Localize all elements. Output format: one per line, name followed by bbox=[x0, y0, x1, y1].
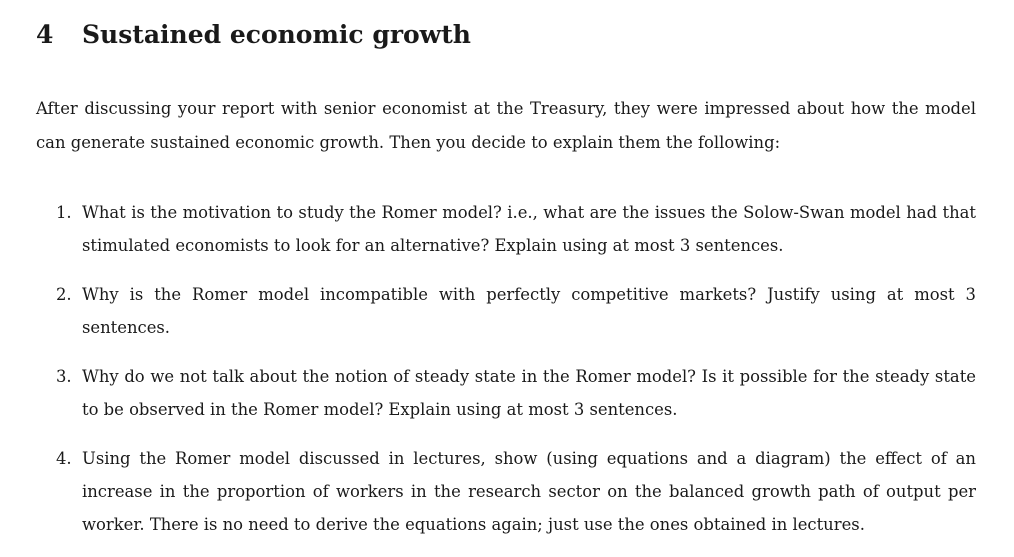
question-number: 2. bbox=[56, 285, 72, 304]
question-item bbox=[36, 196, 976, 262]
section-title: Sustained economic growth bbox=[82, 20, 471, 49]
question-number: 4. bbox=[56, 449, 72, 468]
question-number: 3. bbox=[56, 367, 72, 386]
question-list bbox=[36, 196, 976, 557]
question-text: Why do we not talk about the notion of steady state in the Romer model? Is it possible for the steady state to be observed in the Romer model? Explain using at most 3 sentences. bbox=[82, 367, 976, 419]
intro-paragraph: After discussing your report with senior economist at the Treasury, they were impressed about how the model can generate sustained economic growth. Then you decide to explain them the following: bbox=[36, 99, 976, 152]
question-text: Why is the Romer model incompatible with perfectly competitive markets? Justify using at most 3 sentences. bbox=[82, 285, 976, 337]
question-text: What is the motivation to study the Romer model? i.e., what are the issues the Solow-Swan model had that stimulated economists to look for an alternative? Explain using at most 3 sentences. bbox=[82, 203, 976, 255]
question-item bbox=[36, 360, 976, 426]
section-number: 4 bbox=[36, 20, 54, 49]
section-heading bbox=[36, 18, 471, 52]
question-text: Using the Romer model discussed in lectures, show (using equations and a diagram) the effect of an increase in the proportion of workers in the research sector on the balanced growth path of output per worker. There is no need to derive the equations again; just use the ones obtained in lectures. bbox=[82, 449, 976, 534]
question-item bbox=[36, 442, 976, 541]
question-item bbox=[36, 278, 976, 344]
question-number: 1. bbox=[56, 203, 72, 222]
